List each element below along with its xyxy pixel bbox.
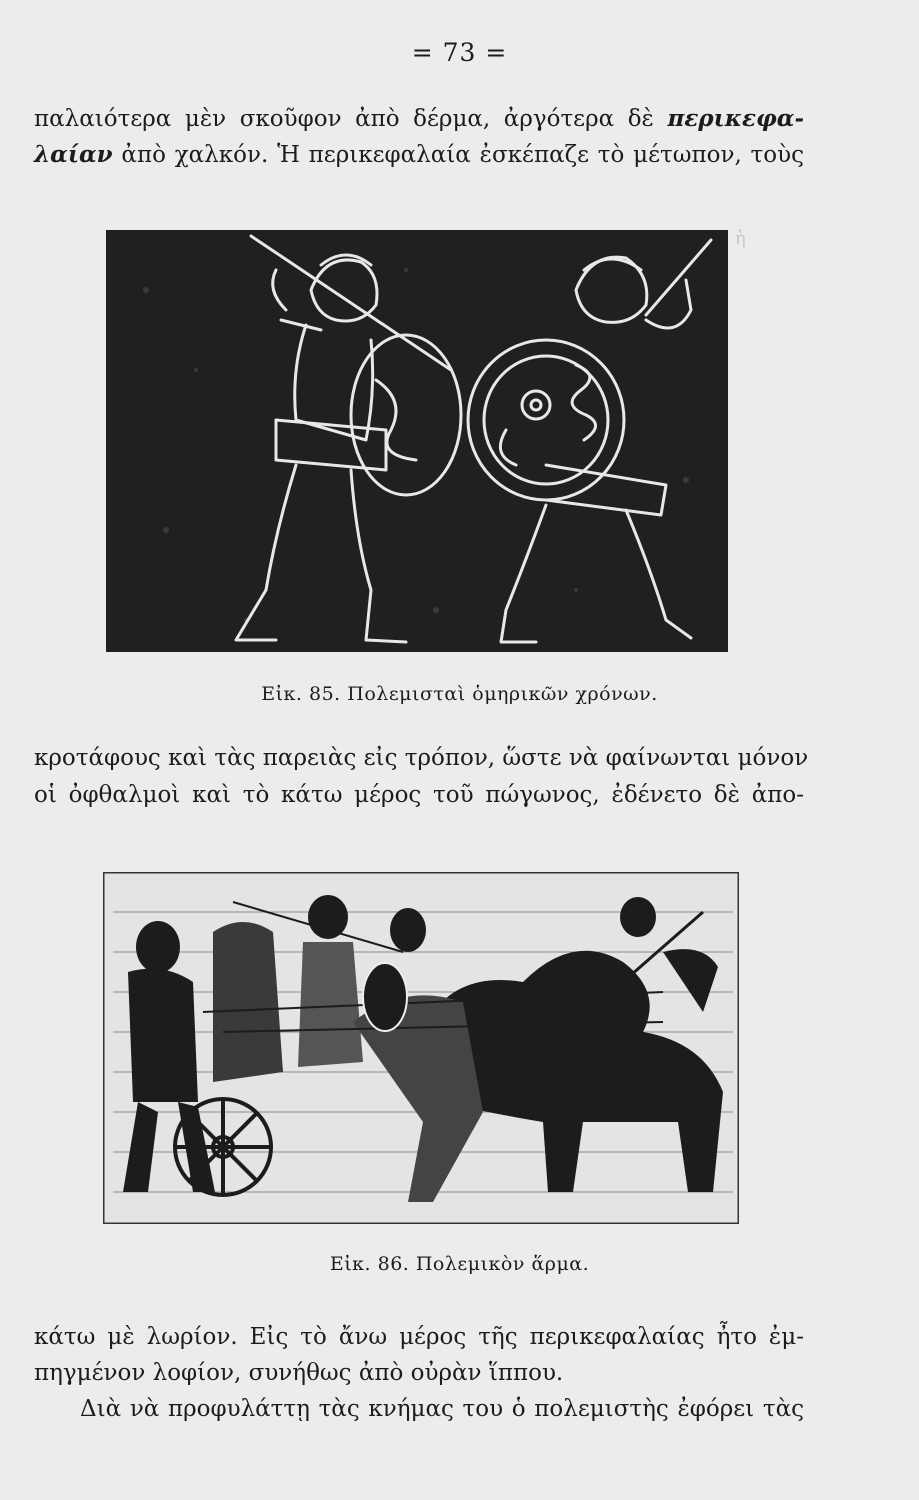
text-line <box>80 1394 804 1424</box>
text-span: πηγμένον λοφίον, συνήθως ἀπὸ οὐρὰν ἵππου. <box>34 1360 564 1386</box>
text-span: παλαιότερα μὲν σκοῦφον ἀπὸ δέρμα, ἀργότερα δὲ <box>34 106 654 132</box>
warriors-illustration <box>106 230 728 652</box>
figure-86-caption: Εἰκ. 86. Πολεμικὸν ἅρμα. <box>329 1253 590 1275</box>
bold-term: περικεφα- <box>667 105 805 132</box>
text-line <box>34 743 809 773</box>
text-span: κάτω μὲ λωρίον. Εἰς τὸ ἄνω μέρος τῆς περικεφαλαίας ἦτο ἐμ- <box>34 1324 804 1350</box>
text-line <box>34 1358 804 1388</box>
figure-85-caption: Εἰκ. 85. Πολεμισταὶ ὁμηρικῶν χρόνων. <box>261 683 658 705</box>
figure-86-illustration <box>103 872 739 1224</box>
text-line <box>34 780 804 810</box>
bleed-through: ἡ <box>735 228 746 249</box>
text-span: Διὰ νὰ προφυλάττῃ τὰς κνήμας του ὁ πολεμιστὴς ἐφόρει τὰς <box>80 1396 804 1422</box>
text-line <box>34 140 804 170</box>
text-line <box>34 1322 804 1352</box>
page-number: = 73 = <box>411 38 508 67</box>
text-span: κροτάφους καὶ τὰς παρειὰς εἰς τρόπον, ὥστε νὰ φαίνωνται μόνον <box>34 745 809 771</box>
text-span: ἀπὸ χαλκόν. Ἡ περικεφαλαία ἐσκέπαζε τὸ μέτωπον, τοὺς <box>121 142 804 168</box>
text-line <box>34 104 804 134</box>
figure-85-illustration <box>106 230 728 652</box>
bold-term: λαίαν <box>34 141 113 168</box>
text-span: οἱ ὀφθαλμοὶ καὶ τὸ κάτω μέρος τοῦ πώγωνος, ἐδένετο δὲ ἀπο- <box>34 782 804 808</box>
chariot-illustration <box>103 872 739 1224</box>
